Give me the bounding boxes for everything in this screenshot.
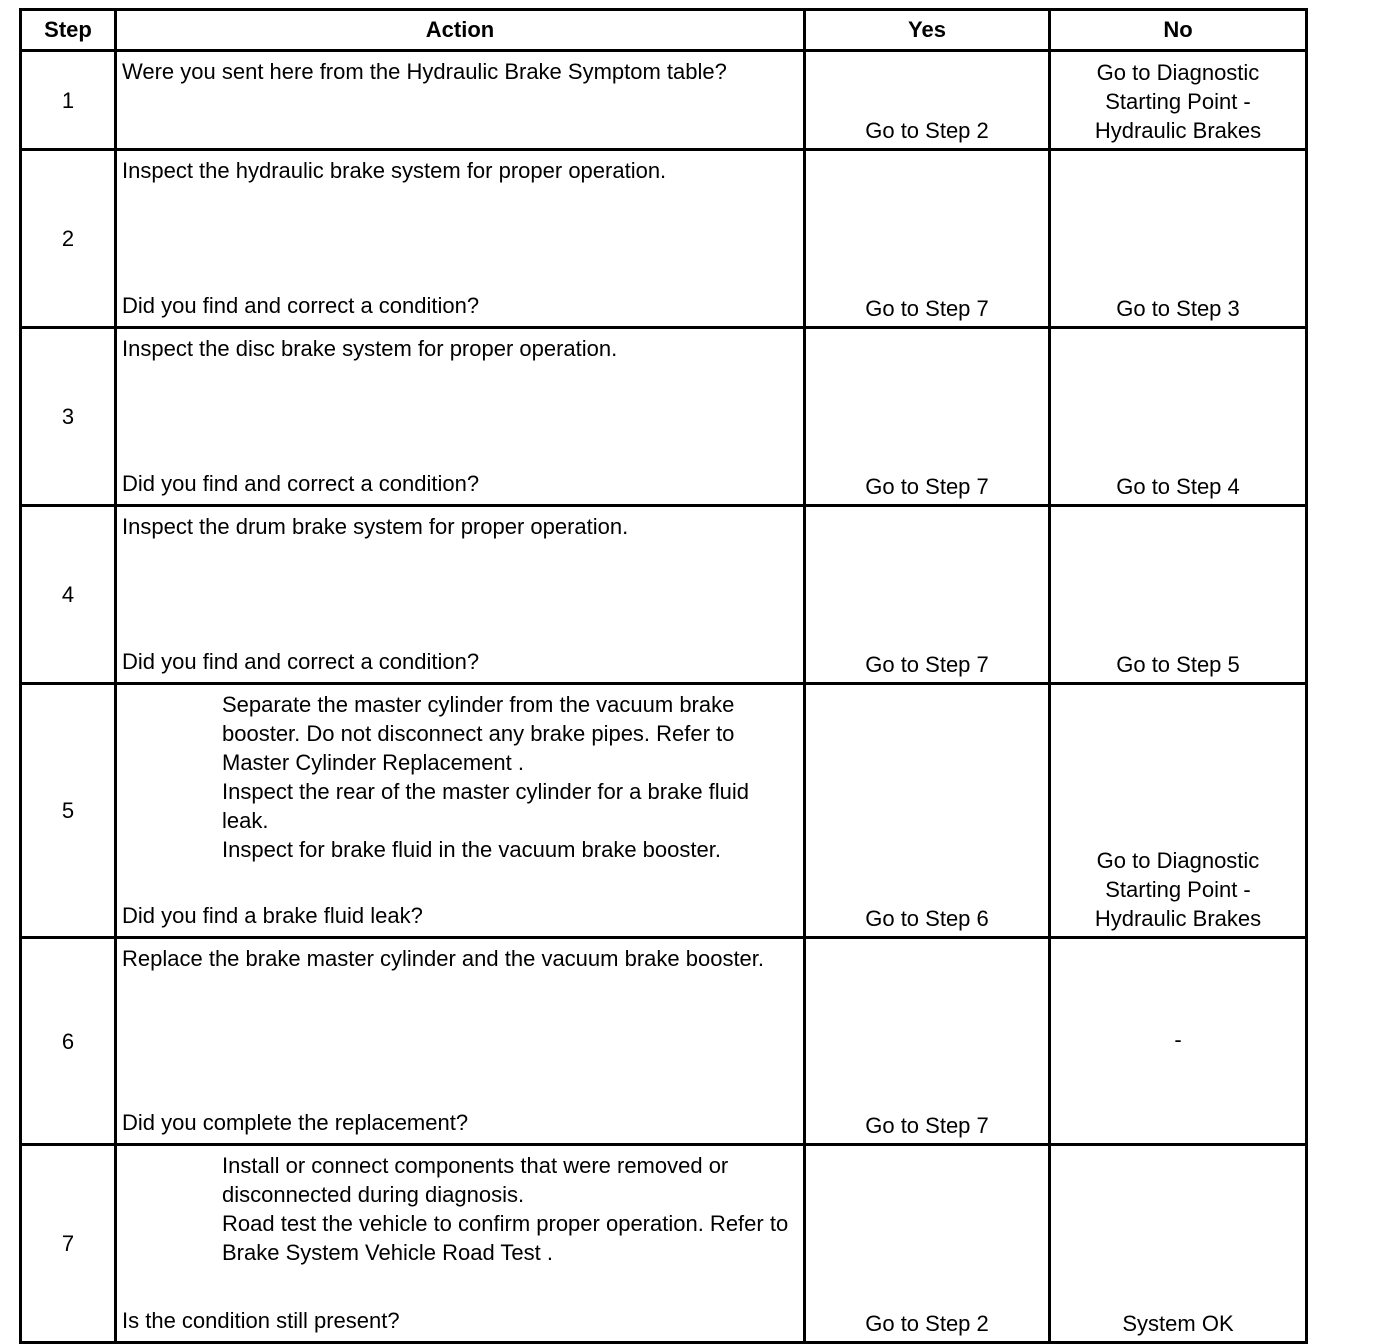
action-text: Replace the brake master cylinder and the vacuum brake booster. xyxy=(122,946,765,971)
action-cell xyxy=(116,328,805,506)
table-row xyxy=(21,684,1307,938)
action-sub-step: Separate the master cylinder from the vacuum brake booster. Do not disconnect any brake pipes. Refer to Master Cylinder Replacement . xyxy=(222,692,735,775)
diagnostic-table xyxy=(19,8,1308,1344)
yes-result: Go to Step 2 xyxy=(805,1145,1050,1343)
action-content xyxy=(117,151,803,323)
action-sub-step: Road test the vehicle to confirm proper operation. Refer to Brake System Vehicle Road Test . xyxy=(222,1211,789,1265)
action-instructions xyxy=(122,57,797,86)
no-result: - xyxy=(1050,938,1307,1145)
yes-result: Go to Step 7 xyxy=(805,938,1050,1145)
no-result: Go to Diagnostic Starting Point - Hydraulic Brakes xyxy=(1050,684,1307,938)
action-question: Did you find and correct a condition? xyxy=(122,471,480,496)
step-number: 6 xyxy=(21,938,116,1145)
step-number: 5 xyxy=(21,684,116,938)
action-instructions xyxy=(122,690,797,864)
no-result: Go to Step 5 xyxy=(1050,506,1307,684)
action-question: Did you find and correct a condition? xyxy=(122,293,480,318)
action-cell xyxy=(116,938,805,1145)
header-row xyxy=(21,10,1307,51)
yes-result: Go to Step 7 xyxy=(805,150,1050,328)
action-sub-step: Inspect the rear of the master cylinder for a brake fluid leak. xyxy=(222,779,750,833)
action-instructions xyxy=(122,156,797,185)
yes-result: Go to Step 7 xyxy=(805,506,1050,684)
action-content xyxy=(117,507,803,679)
yes-result: Go to Step 6 xyxy=(805,684,1050,938)
no-result: Go to Diagnostic Starting Point - Hydraulic Brakes xyxy=(1050,51,1307,150)
table-row xyxy=(21,328,1307,506)
action-question: Did you complete the replacement? xyxy=(122,1110,469,1135)
action-text: Were you sent here from the Hydraulic Brake Symptom table? xyxy=(122,59,727,84)
action-question: Is the condition still present? xyxy=(122,1308,400,1333)
header-no: No xyxy=(1050,10,1307,51)
action-question: Did you find and correct a condition? xyxy=(122,649,480,674)
table-row xyxy=(21,506,1307,684)
step-number: 2 xyxy=(21,150,116,328)
no-result: Go to Step 4 xyxy=(1050,328,1307,506)
table-row xyxy=(21,1145,1307,1343)
action-cell xyxy=(116,684,805,938)
table-row xyxy=(21,150,1307,328)
action-content xyxy=(117,685,803,933)
step-number: 4 xyxy=(21,506,116,684)
table-row xyxy=(21,938,1307,1145)
action-content xyxy=(117,939,803,1140)
no-result: Go to Step 3 xyxy=(1050,150,1307,328)
action-cell xyxy=(116,150,805,328)
action-instructions xyxy=(122,512,797,541)
no-result: System OK xyxy=(1050,1145,1307,1343)
action-question: Did you find a brake fluid leak? xyxy=(122,903,423,928)
step-number: 3 xyxy=(21,328,116,506)
header-yes: Yes xyxy=(805,10,1050,51)
header-step: Step xyxy=(21,10,116,51)
action-content xyxy=(117,329,803,501)
yes-result: Go to Step 2 xyxy=(805,51,1050,150)
action-sub-step: Inspect for brake fluid in the vacuum brake booster. xyxy=(222,837,721,862)
yes-result: Go to Step 7 xyxy=(805,328,1050,506)
action-cell xyxy=(116,1145,805,1343)
action-instructions xyxy=(122,1151,797,1267)
header-action: Action xyxy=(116,10,805,51)
step-number: 7 xyxy=(21,1145,116,1343)
action-content xyxy=(117,1146,803,1338)
action-cell xyxy=(116,506,805,684)
step-number: 1 xyxy=(21,51,116,150)
action-instructions xyxy=(122,334,797,363)
action-sub-step: Install or connect components that were removed or disconnected during diagnosis. xyxy=(222,1153,729,1207)
action-text: Inspect the drum brake system for proper operation. xyxy=(122,514,629,539)
action-cell xyxy=(116,51,805,150)
action-text: Inspect the disc brake system for proper operation. xyxy=(122,336,618,361)
table-row xyxy=(21,51,1307,150)
action-text: Inspect the hydraulic brake system for proper operation. xyxy=(122,158,667,183)
action-content xyxy=(117,52,803,145)
action-instructions xyxy=(122,944,797,973)
